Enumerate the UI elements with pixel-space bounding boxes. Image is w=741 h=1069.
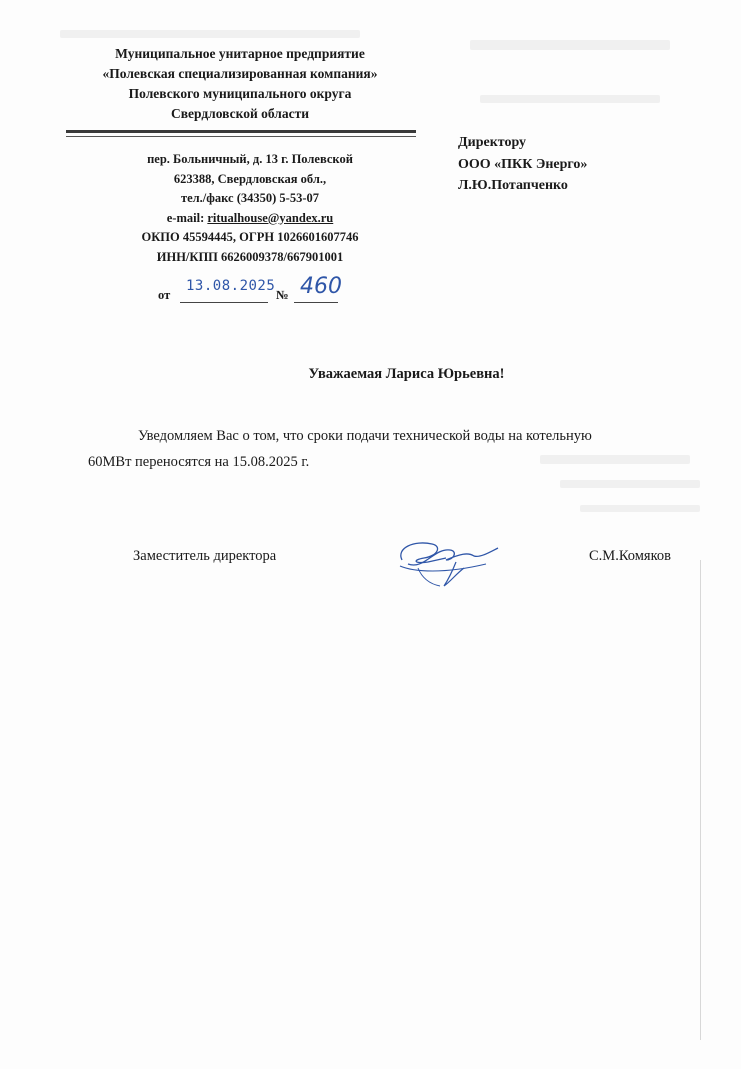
header-divider-thin <box>66 136 416 137</box>
scan-artifact <box>700 560 701 1040</box>
scan-artifact <box>560 480 700 488</box>
org-header-line: Полевского муниципального округа <box>128 86 352 101</box>
org-header-line: Свердловской области <box>170 106 310 121</box>
date-underline <box>180 302 268 303</box>
header-divider-thick <box>66 130 416 133</box>
addressee-position: Директору <box>458 135 527 150</box>
scan-artifact <box>480 95 660 103</box>
addressee-company: ООО «ПКК Энерго» <box>458 156 588 172</box>
date-stamp: 13.08.2025 <box>186 278 276 294</box>
salutation-text: Уважаемая Лариса Юрьевна! <box>308 366 505 382</box>
outgoing-dateline <box>158 276 358 306</box>
scan-artifact <box>580 505 700 512</box>
sender-contacts <box>100 150 400 267</box>
org-header-line: Муниципальное унитарное предприятие <box>115 46 365 61</box>
address-line: пер. Больничный, д. 13 г. Полевской <box>147 152 353 166</box>
addressee-name: Л.Ю.Потапченко <box>458 178 568 193</box>
salutation <box>0 366 741 383</box>
phone-line: тел./факс (34350) 5-53-07 <box>180 191 320 205</box>
number-underline <box>294 302 338 303</box>
addressee-block <box>458 132 587 197</box>
email-label: e-mail: <box>166 210 208 225</box>
date-from-label: от <box>158 288 171 302</box>
email-line <box>100 209 400 229</box>
organization-header <box>60 44 420 124</box>
body-line: 60МВт переносятся на 15.08.2025 г. <box>88 454 310 470</box>
address-line: 623388, Свердловская обл., <box>173 171 327 186</box>
email-link[interactable]: ritualhouse@yandex.ru <box>207 210 334 225</box>
scan-artifact <box>470 40 670 50</box>
body-line: Уведомляем Вас о том, что сроки подачи технической воды на котельную <box>138 428 592 444</box>
scan-artifact <box>60 30 360 38</box>
handwritten-signature <box>394 534 504 590</box>
inn-kpp-line: ИНН/КПП 6626009378/667901001 <box>156 249 344 264</box>
okpo-ogrn-line: ОКПО 45594445, ОГРН 1026601607746 <box>141 230 359 244</box>
signatory-name: С.М.Комяков <box>589 548 671 564</box>
signatory-role: Заместитель директора <box>133 548 277 564</box>
number-label: № <box>276 288 289 302</box>
org-header-line: «Полевская специализированная компания» <box>102 66 378 81</box>
letter-body <box>88 423 718 475</box>
handwritten-number: 460 <box>300 274 342 299</box>
